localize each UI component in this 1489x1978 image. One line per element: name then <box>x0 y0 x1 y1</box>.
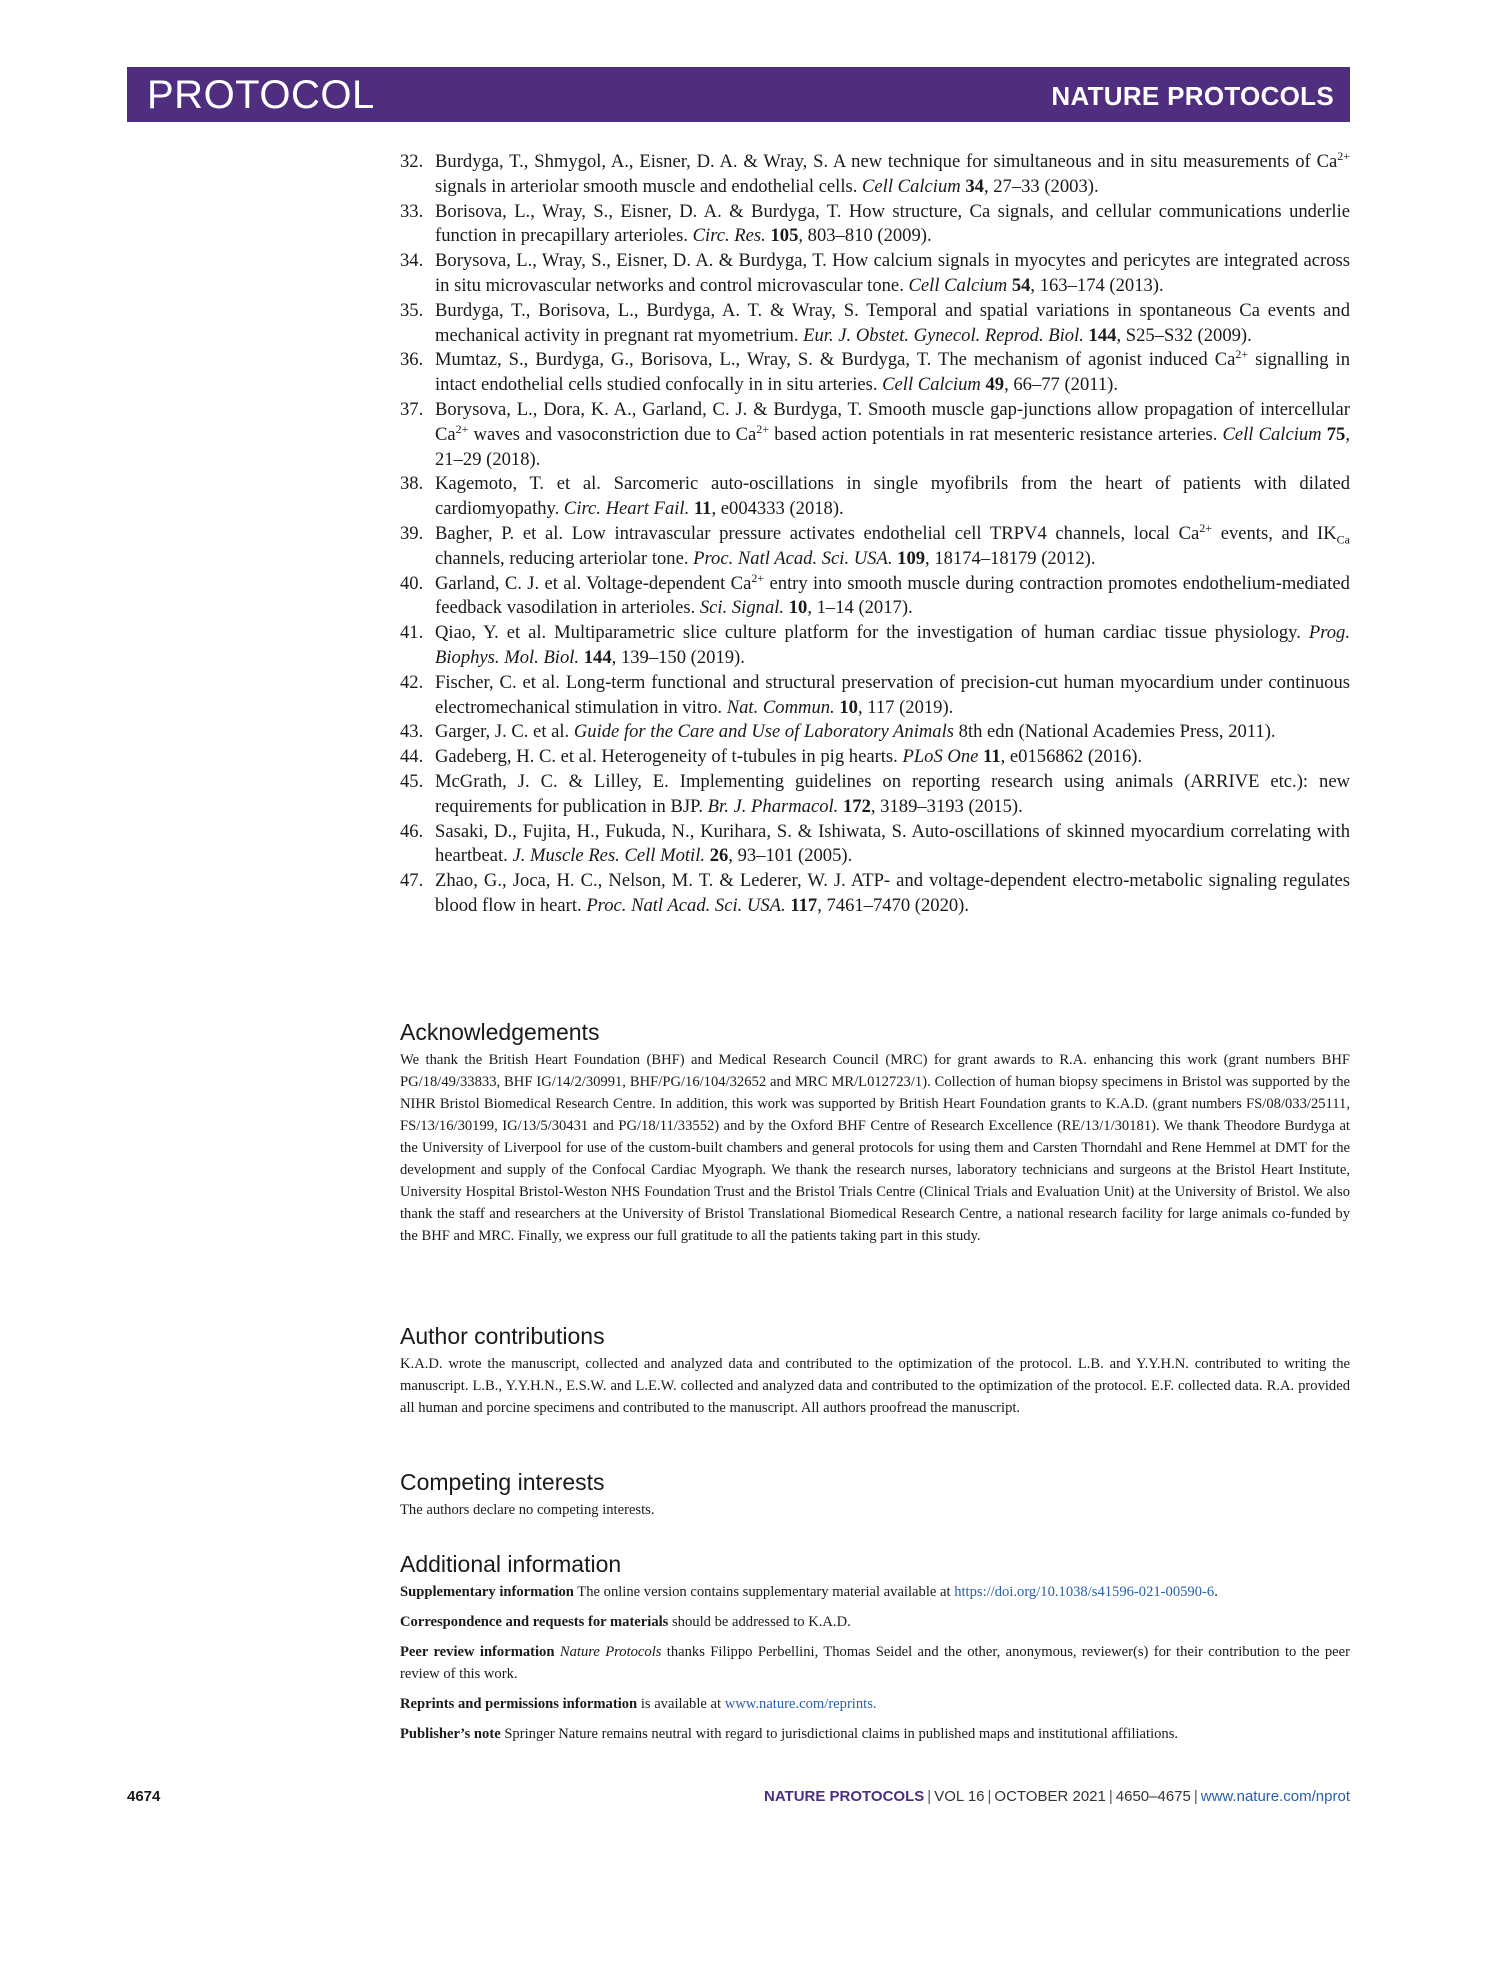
reference-text-part: events, and IK <box>1212 522 1337 544</box>
reference-item <box>400 820 1350 870</box>
reference-text-part: Borysova, L., Dora, K. A., Garland, C. J. & Burdyga, T. Smooth muscle gap-junctions allow propagation of intercellular Ca <box>435 398 1350 445</box>
reference-text-part: 49 <box>985 374 1005 396</box>
reference-item <box>400 869 1350 919</box>
reference-text-part: Circ. Res. <box>692 225 766 247</box>
reference-number: 36. <box>400 349 424 371</box>
reference-text-part: Cell Calcium <box>908 274 1008 296</box>
reference-item <box>400 720 1350 745</box>
reference-text-part: 144 <box>1088 324 1117 346</box>
reference-text-part: signals in arteriolar smooth muscle and endothelial cells. <box>435 175 863 197</box>
author-contributions-section <box>400 1322 1350 1419</box>
reference-text-part: 144 <box>583 646 612 668</box>
reference-number: 35. <box>400 299 424 321</box>
peer-review-text: thanks Filippo Perbellini, Thomas Seidel and the other, anonymous, reviewer(s) for their contribution to the peer review of this work. <box>400 1644 1350 1682</box>
footer-url-link[interactable]: www.nature.com/nprot <box>1200 1788 1350 1805</box>
acknowledgements-heading: Acknowledgements <box>400 1019 600 1045</box>
reference-item <box>400 621 1350 671</box>
reference-text-part: entry into smooth muscle during contraction promotes endothelium-mediated feedback vasodilation in arterioles. <box>435 572 1350 619</box>
competing-interests-heading: Competing interests <box>400 1469 605 1495</box>
reference-item <box>400 249 1350 299</box>
reference-text-part: , 139–150 (2019). <box>611 646 745 668</box>
reference-text-part: J. Muscle Res. Cell Motil. <box>512 845 706 867</box>
page-footer <box>127 1788 1350 1812</box>
publisher-note-label: Publisher’s note <box>400 1726 501 1742</box>
reference-text-part: 11 <box>693 498 712 520</box>
reference-text-part: Eur. J. Obstet. Gynecol. Reprod. Biol. <box>803 324 1084 346</box>
reference-text-part: , 803–810 (2009). <box>798 225 932 247</box>
reference-text-part: , 163–174 (2013). <box>1030 274 1164 296</box>
reference-text-part: Burdyga, T., Borisova, L., Burdyga, A. T. & Wray, S. Temporal and spatial variations in spontaneous Ca events and mechanical activity in pregnant rat myometrium. <box>435 299 1350 346</box>
reference-text-part: Garland, C. J. et al. Voltage-dependent Ca <box>435 572 752 594</box>
reference-text-part: Cell Calcium <box>1222 423 1322 445</box>
reference-item <box>400 770 1350 820</box>
supplementary-end: . <box>1214 1584 1218 1600</box>
reference-text-part: signalling in intact endothelial cells studied confocally in in situ arteries. <box>435 349 1351 396</box>
reference-number: 40. <box>400 572 424 594</box>
journal-name-header: NATURE PROTOCOLS <box>1051 81 1334 111</box>
reference-number: 39. <box>400 522 424 544</box>
reference-text-part: , 3189–3193 (2015). <box>870 795 1023 817</box>
footer-pages: 4650–4675 <box>1115 1788 1191 1805</box>
reference-text-part: based action potentials in rat mesenteric resistance arteries. <box>769 423 1223 445</box>
reference-number: 45. <box>400 770 424 792</box>
publisher-note-text: Springer Nature remains neutral with regard to jurisdictional claims in published maps and institutional affiliations. <box>500 1726 1179 1742</box>
reference-text-part: Circ. Heart Fail. <box>563 498 690 520</box>
supplementary-information <box>400 1581 1350 1603</box>
reference-item <box>400 200 1350 250</box>
reference-text-part: , 1–14 (2017). <box>807 597 913 619</box>
reprints-text: is available at <box>637 1696 725 1712</box>
reference-text-part: 75 <box>1326 423 1346 445</box>
reprints-link[interactable]: www.nature.com/reprints. <box>724 1696 877 1712</box>
author-contributions-heading: Author contributions <box>400 1323 605 1349</box>
reference-text-part: Kagemoto, T. et al. Sarcomeric auto-oscillations in single myofibrils from the heart of patients with dilated cardiomyopathy. <box>435 473 1350 520</box>
reference-text-part: Br. J. Pharmacol. <box>707 795 839 817</box>
reference-text-part: 34 <box>965 175 984 197</box>
reference-item <box>400 299 1350 349</box>
additional-information-section <box>400 1550 1350 1753</box>
reference-text-part: , 93–101 (2005). <box>728 845 853 867</box>
reference-text-part: Ca <box>1336 532 1351 547</box>
reference-text-part: Qiao, Y. et al. Multiparametric slice culture platform for the investigation of human cardiac tissue physiology. <box>435 622 1309 644</box>
reference-text-part: , e0156862 (2016). <box>1000 746 1143 768</box>
reference-text-part: , 117 (2019). <box>857 696 954 718</box>
reference-text-part: Proc. Natl Acad. Sci. USA. <box>693 547 893 569</box>
reference-number: 43. <box>400 721 424 743</box>
author-contributions-text: K.A.D. wrote the manuscript, collected and analyzed data and contributed to the optimization of the protocol. L.B. and Y.Y.H.N. contributed to writing the manuscript. L.B., Y.Y.H.N., E.S.W. and L.E.W. collected and analyzed data and contributed to the optimization of the protocol. E.F. collected data. R.A. provided all human and porcine specimens and contributed to the manuscript. All authors proofread the manuscript. <box>400 1356 1350 1416</box>
reference-text-part: 26 <box>709 845 729 867</box>
reference-text-part: 105 <box>770 225 799 247</box>
reference-text-part: channels, reducing arteriolar tone. <box>435 547 694 569</box>
reference-item <box>400 572 1350 622</box>
reference-text-part: 117 <box>790 894 818 916</box>
reference-text-part: 11 <box>983 746 1001 768</box>
correspondence-label: Correspondence and requests for materials <box>400 1614 669 1630</box>
reference-text-part: 109 <box>897 547 926 569</box>
competing-interests-text: The authors declare no competing interests. <box>400 1502 655 1518</box>
peer-review-journal: Nature Protocols <box>554 1644 662 1660</box>
header-bar <box>127 67 1350 122</box>
reference-number: 44. <box>400 746 424 768</box>
reference-text-part: Proc. Natl Acad. Sci. USA. <box>586 894 786 916</box>
reference-item <box>400 150 1350 200</box>
peer-review-information <box>400 1641 1350 1685</box>
page-number: 4674 <box>127 1788 161 1805</box>
reference-text-part: Cell Calcium <box>882 374 981 396</box>
footer-volume: VOL 16 <box>934 1788 985 1805</box>
reference-text-part: waves and vasoconstriction due to Ca <box>468 423 757 445</box>
article-type-label: PROTOCOL <box>147 73 375 117</box>
acknowledgements-section <box>400 1018 1350 1247</box>
reference-text-part: , e004333 (2018). <box>711 498 844 520</box>
supplementary-doi-link[interactable]: https://doi.org/10.1038/s41596-021-00590-6 <box>954 1584 1215 1600</box>
reference-text-part: , 21–29 (2018). <box>435 423 1350 470</box>
reprints-information <box>400 1693 1350 1715</box>
reference-text-part: Garger, J. C. et al. <box>435 721 574 743</box>
reference-text-part: 2+ <box>1199 520 1213 535</box>
reference-text-part: Burdyga, T., Shmygol, A., Eisner, D. A. & Wray, S. A new technique for simultaneous and in situ measurements of Ca <box>435 151 1338 172</box>
reference-text-part: 2+ <box>1337 148 1350 163</box>
reference-number: 33. <box>400 200 424 222</box>
supplementary-text: The online version contains supplementary material available at <box>573 1584 955 1600</box>
reference-text-part: 54 <box>1011 274 1031 296</box>
reference-item <box>400 745 1350 770</box>
publisher-note <box>400 1723 1350 1745</box>
reference-item <box>400 522 1350 572</box>
supplementary-label: Supplementary information <box>400 1584 574 1600</box>
reference-item <box>400 348 1350 398</box>
reference-number: 42. <box>400 671 424 693</box>
reference-text-part: 8th edn (National Academies Press, 2011). <box>954 721 1276 743</box>
reference-text-part: Gadeberg, H. C. et al. Heterogeneity of t-tubules in pig hearts. <box>435 746 903 768</box>
additional-information-heading: Additional information <box>400 1551 622 1577</box>
reference-number: 47. <box>400 870 424 892</box>
reference-text-part: Guide for the Care and Use of Laboratory Animals <box>573 721 954 743</box>
correspondence-information <box>400 1611 1350 1633</box>
correspondence-text: should be addressed to K.A.D. <box>668 1614 851 1630</box>
reference-number: 37. <box>400 398 424 420</box>
reference-text-part: 2+ <box>1235 347 1249 362</box>
reference-number: 38. <box>400 473 424 495</box>
reprints-label: Reprints and permissions information <box>400 1696 638 1712</box>
reference-list <box>400 150 1350 919</box>
reference-text-part: 2+ <box>455 421 469 436</box>
reference-text-part: 2+ <box>756 421 770 436</box>
reference-text-part: Sci. Signal. <box>699 597 785 619</box>
reference-text-part: Borisova, L., Wray, S., Eisner, D. A. & Burdyga, T. How structure, Ca signals, and cellular communications underlie function in precapillary arterioles. <box>435 200 1350 247</box>
footer-date: OCTOBER 2021 <box>994 1788 1106 1805</box>
reference-text-part: Fischer, C. et al. Long-term functional and structural preservation of precision-cut human myocardium under continuous electromechanical stimulation in vitro. <box>435 671 1350 718</box>
reference-text-part: , 66–77 (2011). <box>1004 374 1119 396</box>
reference-text-part: Prog. Biophys. Mol. Biol. <box>435 622 1350 668</box>
reference-text-part: , 7461–7470 (2020). <box>817 894 970 916</box>
footer-citation: NATURE PROTOCOLS | VOL 16 | OCTOBER 2021 | 4650–4675 | www.nature.com/nprot <box>763 1788 1350 1805</box>
reference-text-part: Cell Calcium <box>862 175 961 197</box>
footer-journal: NATURE PROTOCOLS <box>763 1788 925 1805</box>
reference-text-part: 172 <box>842 795 871 817</box>
competing-interests-section <box>400 1468 1350 1521</box>
reference-text-part: , 27–33 (2003). <box>983 175 1099 197</box>
reference-text-part: Bagher, P. et al. Low intravascular pressure activates endothelial cell TRPV4 channels, local Ca <box>435 522 1200 544</box>
reference-number: 34. <box>400 250 424 272</box>
reference-item <box>400 398 1350 472</box>
reference-number: 46. <box>400 820 424 842</box>
reference-item <box>400 671 1350 721</box>
reference-text-part: 2+ <box>751 570 765 585</box>
reference-text-part: 10 <box>839 696 858 718</box>
reference-text-part: Sasaki, D., Fujita, H., Fukuda, N., Kurihara, S. & Ishiwata, S. Auto-oscillations of skinned myocardium correlating with heartbeat. <box>435 820 1350 867</box>
reference-text-part: Mumtaz, S., Burdyga, G., Borisova, L., Wray, S. & Burdyga, T. The mechanism of agonist induced Ca <box>435 349 1236 371</box>
reference-number: 41. <box>400 622 424 644</box>
peer-review-label: Peer review information <box>400 1644 555 1660</box>
reference-number: 32. <box>400 151 424 172</box>
reference-item <box>400 472 1350 522</box>
reference-text-part: PLoS One <box>902 746 979 768</box>
reference-text-part: McGrath, J. C. & Lilley, E. Implementing guidelines on reporting research using animals (ARRIVE etc.): new requirements for publication in BJP. <box>435 770 1350 817</box>
reference-text-part: Nat. Commun. <box>726 696 835 718</box>
reference-text-part: Borysova, L., Wray, S., Eisner, D. A. & Burdyga, T. How calcium signals in myocytes and pericytes are integrated across in situ microvascular networks and control microvascular tone. <box>435 250 1350 296</box>
reference-text-part: 10 <box>788 597 808 619</box>
reference-text-part: , S25–S32 (2009). <box>1116 324 1252 346</box>
acknowledgements-text: We thank the British Heart Foundation (BHF) and Medical Research Council (MRC) for grant awards to R.A. enhancing this work (grant numbers BHF PG/18/49/33833, BHF IG/14/2/30991, BHF/PG/16/104/32652 and MRC MR/L012723/1). Collection of human biopsy specimens in Bristol was supported by the NIHR Bristol Biomedical Research Centre. In addition, this work was supported by British Heart Foundation grants to K.A.D. (grant numbers FS/08/033/25111, FS/13/16/30199, IG/13/5/30431 and PG/18/11/33552) and by the Oxford BHF Centre of Research Excellence (RE/13/1/30181). We thank Theodore Burdyga at the University of Liverpool for use of the custom-built chambers and general protocols for using them and Carsten Thorndahl and Rene Hemmel at DMT for the development and supply of the Confocal Cardiac Myograph. We thank the research nurses, laboratory technicians and surgeons at the Bristol Heart Institute, University Hospital Bristol-Weston NHS Foundation Trust and the Bristol Trials Centre (Clinical Trials and Evaluation Unit) at the University of Bristol. We also thank the staff and researchers at the University of Bristol Translational Biomedical Research Centre, a national research facility for large animals co-funded by the BHF and MRC. Finally, we express our full gratitude to all the patients taking part in this study. <box>400 1052 1350 1244</box>
reference-text-part: , 18174–18179 (2012). <box>925 547 1096 569</box>
reference-text-part: Zhao, G., Joca, H. C., Nelson, M. T. & Lederer, W. J. ATP- and voltage-dependent electro-metabolic signaling regulates blood flow in heart. <box>435 870 1350 916</box>
